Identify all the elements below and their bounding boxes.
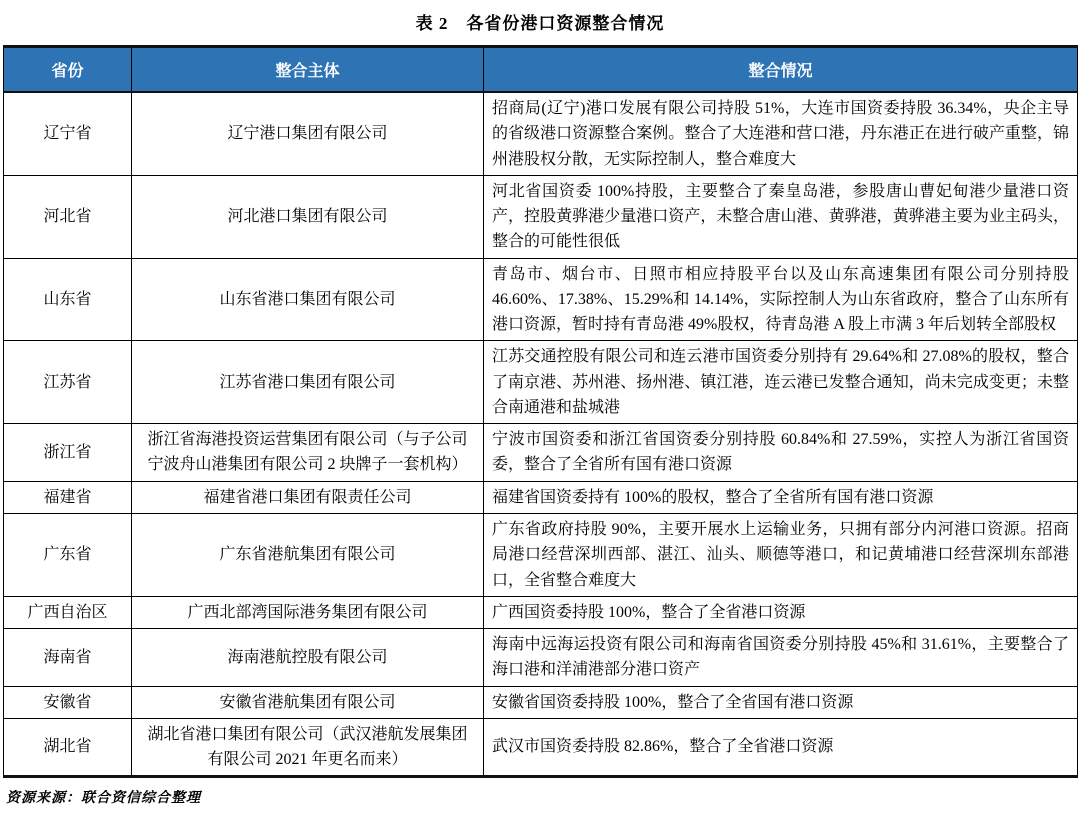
table-row — [4, 341, 1078, 424]
cell-situation: 招商局(辽宁)港口发展有限公司持股 51%，大连市国资委持股 36.34%，央企主导的省级港口资源整合案例。整合了大连港和营口港，丹东港正在进行破产重整，锦州港股权分散，无实际控制人，整合难度大 — [484, 92, 1078, 175]
table-row — [4, 258, 1078, 341]
table-row — [4, 92, 1078, 175]
table-row — [4, 513, 1078, 596]
cell-entity: 广西北部湾国际港务集团有限公司 — [132, 596, 484, 628]
cell-situation: 江苏交通控股有限公司和连云港市国资委分别持有 29.64%和 27.08%的股权，整合了南京港、苏州港、扬州港、镇江港，连云港已发整合通知，尚未完成变更；未整合南通港和盐城港 — [484, 341, 1078, 424]
table-row — [4, 481, 1078, 513]
cell-province: 湖北省 — [4, 718, 132, 777]
col-header-situation: 整合情况 — [484, 47, 1078, 93]
table-header-row — [4, 47, 1078, 93]
port-integration-table — [3, 45, 1078, 778]
cell-situation: 福建省国资委持有 100%的股权，整合了全省所有国有港口资源 — [484, 481, 1078, 513]
cell-situation: 安徽省国资委持股 100%，整合了全省国有港口资源 — [484, 686, 1078, 718]
table-row — [4, 686, 1078, 718]
col-header-entity: 整合主体 — [132, 47, 484, 93]
cell-entity: 海南港航控股有限公司 — [132, 629, 484, 687]
cell-province: 福建省 — [4, 481, 132, 513]
cell-situation: 河北省国资委 100%持股，主要整合了秦皇岛港，参股唐山曹妃甸港少量港口资产，控股黄骅港少量港口资产，未整合唐山港、黄骅港，黄骅港主要为业主码头，整合的可能性很低 — [484, 175, 1078, 258]
table-row — [4, 596, 1078, 628]
cell-situation: 海南中远海运投资有限公司和海南省国资委分别持股 45%和 31.61%，主要整合了海口港和洋浦港部分港口资产 — [484, 629, 1078, 687]
table-row — [4, 424, 1078, 482]
table-body — [4, 92, 1078, 777]
cell-entity: 安徽省港航集团有限公司 — [132, 686, 484, 718]
cell-situation: 武汉市国资委持股 82.86%，整合了全省港口资源 — [484, 718, 1078, 777]
table-row — [4, 718, 1078, 777]
cell-entity: 江苏省港口集团有限公司 — [132, 341, 484, 424]
cell-province: 安徽省 — [4, 686, 132, 718]
table-row — [4, 175, 1078, 258]
col-header-province: 省份 — [4, 47, 132, 93]
table-title: 表 2 各省份港口资源整合情况 — [415, 14, 665, 33]
cell-entity: 山东省港口集团有限公司 — [132, 258, 484, 341]
cell-province: 广西自治区 — [4, 596, 132, 628]
cell-entity: 广东省港航集团有限公司 — [132, 513, 484, 596]
cell-province: 广东省 — [4, 513, 132, 596]
cell-entity: 福建省港口集团有限责任公司 — [132, 481, 484, 513]
table-row — [4, 629, 1078, 687]
cell-situation: 宁波市国资委和浙江省国资委分别持股 60.84%和 27.59%，实控人为浙江省国资委，整合了全省所有国有港口资源 — [484, 424, 1078, 482]
cell-situation: 广东省政府持股 90%，主要开展水上运输业务，只拥有部分内河港口资源。招商局港口经营深圳西部、湛江、汕头、顺德等港口，和记黄埔港口经营深圳东部港口，全省整合难度大 — [484, 513, 1078, 596]
cell-entity: 辽宁港口集团有限公司 — [132, 92, 484, 175]
cell-situation: 广西国资委持股 100%，整合了全省港口资源 — [484, 596, 1078, 628]
cell-province: 江苏省 — [4, 341, 132, 424]
cell-province: 浙江省 — [4, 424, 132, 482]
cell-province: 山东省 — [4, 258, 132, 341]
cell-entity: 浙江省海港投资运营集团有限公司（与子公司宁波舟山港集团有限公司 2 块牌子一套机构） — [132, 424, 484, 482]
cell-province: 河北省 — [4, 175, 132, 258]
cell-entity: 河北港口集团有限公司 — [132, 175, 484, 258]
source-note: 资源来源：联合资信综合整理 — [6, 791, 201, 807]
cell-province: 海南省 — [4, 629, 132, 687]
cell-province: 辽宁省 — [4, 92, 132, 175]
cell-entity: 湖北省港口集团有限公司（武汉港航发展集团有限公司 2021 年更名而来） — [132, 718, 484, 777]
cell-situation: 青岛市、烟台市、日照市相应持股平台以及山东高速集团有限公司分别持股 46.60%、17.38%、15.29%和 14.14%，实际控制人为山东省政府，整合了山东所有港口资源，暂时持有青岛港 49%股权，待青岛港 A 股上市满 3 年后划转全部股权 — [484, 258, 1078, 341]
